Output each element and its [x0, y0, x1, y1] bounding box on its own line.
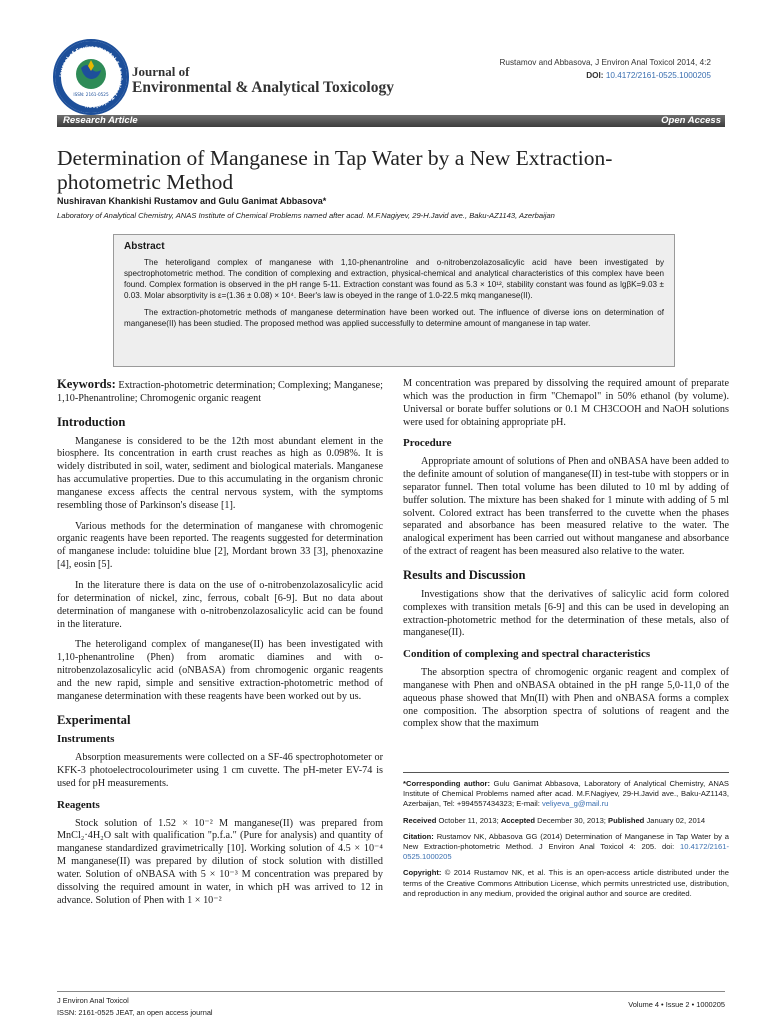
subsection-heading-procedure: Procedure — [403, 437, 452, 450]
doi-label: DOI: — [586, 71, 604, 80]
footer-divider — [57, 991, 725, 992]
abstract-paragraph: The extraction-photometric methods of manganese determination have been worked out. The influence of diverse ions on determination of manganese(II) has been studied. The proposed method was applied successfully to determine amount of manganese in tap water. — [124, 308, 664, 328]
open-access-label: Open Access — [661, 115, 721, 126]
email-link[interactable]: veliyeva_g@mail.ru — [541, 799, 609, 809]
body-paragraph: Absorption measurements were collected on a SF-46 spectrophotometer or KFK-3 photoelectrocolourimeter using 1 cm cuvette. The pH-meter EV-74 is used for pH measurements. — [57, 752, 383, 789]
body-paragraph: Manganese is considered to be the 12th most abundant element in the biosphere. Its concentration in earth crust reaches as high as 0.098%. It is widely distributed in soil, water, sediment and biological materials. Manganese has accumulative properties. Due to this accumulating in the organism chronic manganese excess affects the central nervous system, with the symptoms resembling those of Parkinson's disease [1]. — [57, 435, 383, 511]
left-column — [57, 378, 383, 916]
footer-journal: J Environ Anal Toxicol — [57, 996, 129, 1005]
footer-issn: ISSN: 2161-0525 JEAT, an open access journal — [57, 1008, 213, 1017]
subsection-heading-conditions: Condition of complexing and spectral characteristics — [403, 648, 651, 661]
article-authors: Nushiravan Khankishi Rustamov and Gulu Ganimat Abbasova* — [57, 196, 327, 206]
citation-text: Rustamov NK, Abbasova GG (2014) Determination of Manganese in Tap Water by a New Extraction-photometric Method. J Environ Anal Toxicol 4: 205. doi: — [403, 831, 729, 852]
published-date: January 02, 2014 — [644, 815, 706, 825]
keywords — [57, 378, 383, 406]
article-title: Determination of Manganese in Tap Water by a New Extraction-photometric Method — [57, 146, 613, 194]
citation — [403, 832, 729, 863]
accepted-label: Accepted — [500, 815, 535, 825]
corresponding-author — [403, 779, 729, 810]
abstract-paragraph: The heteroligand complex of manganese with 1,10-phenantroline and o-nitrobenzolazosalicylic acid have been investigated by spectrophotometric method. The condition of complexing and extraction, physical-chemical and analytical characteristics of this complex have been found. Complex formation is observed in the pH range 5-11. Extraction constant was found as 5.3 × 10¹², stability constant was found as lgβK=9.03 ± 0.03. Molar absorptivity is ε=(1.36 ± 0.08) × 10⁴. Beer's law is obeyed in the range of 1.0-22.5 mkq manganese(II). — [124, 258, 664, 300]
section-heading-introduction: Introduction — [57, 414, 126, 429]
corresponding-label: *Corresponding author: — [403, 779, 491, 788]
body-paragraph: Various methods for the determination of manganese with chromogenic organic reagents have been reported. The reagents suggested for determination of manganese include: toluidine blue [2], Mordant brown 33 [3], phenoxazine [4], eosin [5]. — [57, 520, 383, 571]
corresponding-text: Gulu Ganimat Abbasova, Laboratory of Analytical Chemistry, ANAS Institute of Chemical Problems named after acad. M.F.Nagiyev, 29-H.Javid ave., Baku-AZ1143, Azerbaijan, Tel: +994557434323; E-mail: — [403, 779, 729, 809]
accepted-date: December 30, 2013; — [535, 815, 609, 825]
received-label: Received — [403, 815, 437, 825]
abstract-heading: Abstract — [124, 241, 165, 252]
subsection-heading-instruments: Instruments — [57, 733, 115, 746]
copyright-text: © 2014 Rustamov NK, et al. This is an open-access article distributed under the terms of the Creative Commons Attribution License, which permits unrestricted use, distribution, and reproduction in any medium, provided the original author and source are credited. — [403, 868, 729, 898]
research-article-label: Research Article — [63, 115, 138, 126]
section-heading-results: Results and Discussion — [403, 567, 526, 582]
body-paragraph: Stock solution of 1.52 × 10⁻² M manganese(II) was prepared from MnCl₂·4H₂O salt with qualification "p.f.a." (Pure for analysis) and quantity of manganese standardized gravimetrically [10]. Working solution of 4.5 × 10⁻⁴ M manganese(II) was prepared by dilution of stock solution with distilled water. Solution of oNBASA with 5 × 10⁻³ M concentration was prepared by dissolving the required amount in water, in which pH was arrived to 12 in advance. Solution of Phen with 1 × 10⁻² — [57, 817, 383, 906]
citation-doi-link[interactable]: 10.4172/2161-0525.1000205 — [403, 842, 729, 862]
keywords-text: Extraction-photometric determination; Complexing; Manganese; 1,10-Phenantroline; Chromogenic organic reagent — [57, 380, 383, 404]
body-paragraph: In the literature there is data on the use of o-nitrobenzolazosalicylic acid for determination of nickel, zinc, ferrous, cobalt [6-9]. But no data about determination of manganese with o-nitrobenzolazosalicylic acid can be found in the literature. — [57, 579, 383, 630]
copyright — [403, 868, 729, 899]
section-heading-experimental: Experimental — [57, 712, 131, 727]
article-type-band — [57, 115, 725, 127]
right-column — [403, 378, 729, 739]
doi-link[interactable]: 10.4172/2161-0525.1000205 — [605, 71, 711, 80]
subsection-heading-reagents: Reagents — [57, 798, 100, 811]
corresponding-footnote — [403, 772, 729, 905]
copyright-label: Copyright: — [403, 868, 442, 878]
header-doi — [586, 71, 711, 80]
body-paragraph: M concentration was prepared by dissolving the required amount of preparate which was the production in firm "Chemapol" in 50% ethanol (by volume). Universal or borate buffer solutions or 0.1 M CH3COOH and NaOH solutions were used for obtaining appropriate pH. — [403, 378, 729, 428]
journal-logo — [52, 38, 130, 116]
citation-label: Citation: — [403, 831, 434, 841]
body-paragraph: The heteroligand complex of manganese(II) has been investigated with 1,10-phenantroline (Phen) from aromatic diamines and with o-nitrobenzolazosalicylic acid (oNBASA) from chromogenic organic reagents and the new rapid, simple and sensitive extraction-photometric method of manganese determination with these reagents have been worked out by us. — [57, 639, 383, 702]
article-affiliation: Laboratory of Analytical Chemistry, ANAS Institute of Chemical Problems named after acad. M.F.Nagiyev, 29-H.Javid ave., Baku-AZ1143, Azerbaijan — [57, 211, 555, 220]
journal-name: Environmental & Analytical Toxicology — [132, 79, 394, 96]
body-paragraph: The absorption spectra of chromogenic organic reagent and complex of manganese with Phen and oNBASA obtained in the pH range 5,0-11,0 of the aqueous phase showed that Mn(II) with Phen and oNBASA forms a complex one composition. The absorption spectra of solutions of reagent and the complex show that the maximum — [403, 667, 729, 730]
footer-volume: Volume 4 • Issue 2 • 1000205 — [628, 1000, 725, 1009]
body-paragraph: Appropriate amount of solutions of Phen and oNBASA have been added to the definite amount of solution of manganese(II) in test-tube with stoppers or in separator funnel. Then total volume has been diluted to 10 ml by adding of buffer solution. The mixture has been shaked for 1 minute with adding of 5 ml solvent. Colored extract has been transferred to the cuvette when the phases separated and absorbance has been measured relative to the water. The analogical experiment has been carried out without manganese and absorbance of the extract of reagent has been measured also relative to the water. — [403, 456, 729, 558]
logo-issn: ISSN: 2161-0525 — [73, 92, 109, 97]
logo-ring-text: Journal of Environmental & Analytical Toxicology — [58, 44, 124, 110]
keywords-label: Keywords: — [57, 377, 116, 391]
journal-of-label: Journal of — [132, 64, 190, 79]
header-citation: Rustamov and Abbasova, J Environ Anal Toxicol 2014, 4:2 — [499, 58, 711, 67]
dates — [403, 816, 729, 826]
abstract-box — [113, 234, 675, 367]
received-date: October 11, 2013; — [436, 815, 501, 825]
published-label: Published — [608, 815, 645, 825]
body-paragraph: Investigations show that the derivatives of salicylic acid form colored complexes with transition metals [6-9] and this can be used in developing an extraction-photometric method for the determination of these metals, also of manganese(II). — [403, 588, 729, 639]
